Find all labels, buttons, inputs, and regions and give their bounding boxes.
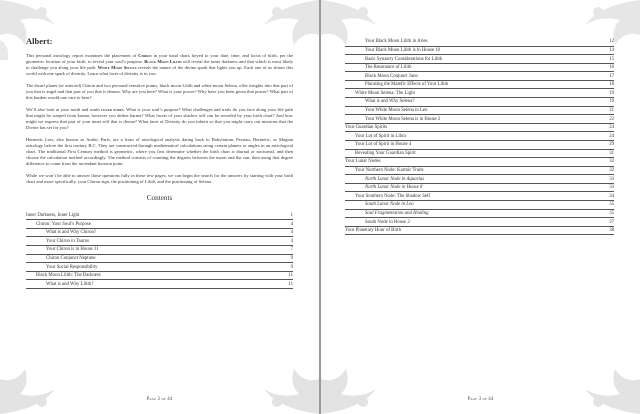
text-run: reveals the nature of the divine spark that lights you up. Each one of us shines this world with one spark of divinity. Learn what facet of divinity is in you. [26,65,293,77]
toc-entry-page: 11 [288,273,293,279]
toc-entry-page: 32 [609,168,614,174]
toc-entry[interactable] [345,107,614,116]
toc-entry[interactable] [345,72,614,81]
toc-entry-title: Your Black Moon Lilith in Aries [365,39,428,45]
keyword: Chiron [138,53,152,58]
text-run: will reveal the inner darkness and that which is most likely to challenge you along your life path. [26,59,293,71]
toc-entry-title: Placating the Malefic Effects of Your Lilith [365,82,449,88]
toc-entry[interactable] [345,81,614,90]
toc-entry-title: What is and Why Chiron? [46,230,97,236]
toc-entry-title: Your Chiron in Taurus [46,238,89,244]
toc-entry-title: Black Moon Conjunct Juno [365,73,418,79]
toc-entry[interactable] [345,192,614,201]
salutation-heading: Albert: [26,36,53,46]
toc-entry-page: 11 [288,281,293,287]
toc-entry-page: 1 [290,213,293,219]
toc-entry-title: Your Southern Node: The Shadow Self [355,193,430,199]
left-page-content [26,28,293,289]
intro-paragraph [26,53,293,77]
text-run: We’ll also look at your north and south [26,106,102,112]
toc-entry-page: 4 [290,221,293,227]
toc-entry[interactable] [345,132,614,141]
toc-entry-page: 33 [609,185,614,191]
corner-flourish-ornament-icon [249,344,319,414]
toc-entry-title: South Lunar Node in Leo [365,202,414,208]
toc-entry-page: 17 [609,73,614,79]
keyword: Black Moon Lilith [144,59,182,65]
toc-entry-page: 18 [609,82,614,88]
toc-entry-title: Your Northern Node: Karmic Traits [355,168,424,174]
toc-entry[interactable] [345,218,614,227]
toc-entry-title: What is and Why Lilith? [46,281,94,287]
text-run: . What is your soul’s purpose? What challenges and trials do you face along your life path that might be warped from karma, however you define karma? What facets of your shadow self can be revealed by your birth chart? And how might we express that part of your inner self that is divine? What facet of Divinity do you inherit so that you might carry out missions that the Divine has set for you? [26,106,293,130]
toc-entry-title: Your White Moon Selena is in House 2 [365,116,441,122]
toc-entry[interactable] [345,64,614,73]
toc-entry-page: 38 [609,228,614,234]
toc-entry-title: The Resonance of Lilith [365,65,412,71]
toc-entry[interactable] [345,158,614,167]
corner-flourish-ornament-icon [321,344,391,414]
toc-entry-title: Chiron: Your Soul’s Purpose [36,221,91,227]
toc-entry[interactable] [345,89,614,98]
toc-entry[interactable] [26,246,293,255]
toc-entry[interactable] [26,272,293,281]
toc-entry[interactable] [345,55,614,64]
toc-entry-title: Inner Darkness, Inner Light [26,213,80,219]
toc-entry-title: Black Moon Lilith: The Darkness [36,273,101,279]
toc-entry-title: Basic Synastry Considerations for Lilith [365,56,443,62]
toc-entry[interactable] [26,263,293,272]
page-number-footer: Page 3 of 44 [467,397,494,402]
toc-entry[interactable] [26,212,293,221]
toc-entry[interactable] [26,255,293,264]
toc-entry-page: 9 [290,264,293,270]
toc-entry-title: North Lunar Node in House 8 [365,185,423,191]
toc-entry-page: 35 [609,210,614,216]
keyword: White Moon Selena [97,65,137,71]
toc-entry-title: Your White Moon Selena in Leo [365,108,428,114]
toc-entry-page: 14 [609,47,614,53]
paragraph [26,107,293,131]
toc-entry-page: 24 [609,125,614,131]
paragraph: The dwarf planet (or asteroid) Chiron and two personal sensitive points, black moon Lilith and white moon Selena, offer insights into that part of you that is angel and that part of you that is demon. Why are you here? What is your power? Why have you been given that power? What part of this burden would one care to bear? [26,82,293,101]
toc-entry-title: Your Guardian Spirits [345,125,388,131]
toc-entry[interactable] [345,175,614,184]
toc-entry[interactable] [345,167,614,176]
toc-entry-title: Your Lot of Spirit in Libra [355,133,406,139]
toc-entry-page: 21 [609,108,614,114]
paragraph: Hermetic Lots, also known as Arabic Parts, are a form of astrological analysis dating back to Babylonian, Persian, Hermetic, or Magian astrology before the first century B.C. They are constructed through mathematical calculations using certain planets or angles in an astrological chart. The traditional First Century method is geometric, where you first determine whether the birth chart is diurnal or nocturnal, and then choose the calculation method accordingly. The method consists of counting the degrees between the moon and the sun, then using that degree difference to count from the ascendant horizon point. [26,136,293,166]
toc-entry-page: 33 [609,176,614,182]
table-of-contents-continued [345,38,614,235]
corner-flourish-ornament-icon [570,344,640,414]
toc-entry-title: Your Lot of Spirit in House 4 [355,142,412,148]
right-page-content [345,38,614,235]
toc-entry[interactable] [345,184,614,193]
left-page [0,0,319,414]
right-page [321,0,640,414]
toc-entry-title: Your Social Responsibility [46,264,98,270]
toc-entry-title: White Moon Selena: The Light [355,90,415,96]
text-run: in your natal chart, keyed to your date, time, and locus of birth, per the geometric location of your birth, to reveal your soul’s purpose. [26,53,293,65]
toc-entry-page: 24 [609,133,614,139]
toc-entry-title: Your Chiron is in House 11 [46,247,99,253]
toc-entry-title: Your Black Moon Lilith is in House 10 [365,47,441,53]
toc-entry-page: 32 [609,159,614,165]
toc-entry-page: 22 [609,116,614,122]
toc-entry-title: Chiron Conjunct Neptune [46,255,96,261]
toc-entry-page: 12 [609,39,614,45]
toc-entry[interactable] [345,227,614,236]
table-of-contents [26,212,293,289]
toc-entry-title: Revealing Your Guardian Spirit [355,150,416,156]
toc-entry-page: 29 [609,142,614,148]
toc-entry[interactable] [26,237,293,246]
toc-entry-title: North Lunar Node in Aquarius [365,176,425,182]
toc-entry-page: 31 [609,150,614,156]
toc-entry[interactable] [26,220,293,229]
toc-entry-page: 34 [609,193,614,199]
toc-entry[interactable] [345,47,614,56]
toc-entry-page: 4 [290,230,293,236]
toc-entry[interactable] [345,38,614,47]
paragraph: While we won’t be able to answer those questions fully in these few pages, we can begin the search for the answers by starting with your birth chart and more specifically, your Chiron sign, the positioning of Lilith, and the positioning of Selena. [26,172,293,184]
toc-entry[interactable] [345,115,614,124]
toc-entry[interactable] [345,124,614,133]
toc-entry[interactable] [345,201,614,210]
toc-entry-page: 7 [290,247,293,253]
toc-entry[interactable] [26,280,293,289]
toc-entry-page: 16 [609,65,614,71]
toc-entry-title: What is and Why Selena? [365,99,415,105]
text-run: This personal astrology report examines the placement of [26,53,139,58]
toc-entry-page: 37 [609,219,614,225]
toc-entry[interactable] [345,150,614,159]
toc-entry-page: 35 [609,202,614,208]
toc-entry-page: 4 [290,238,293,244]
toc-entry-title: South Node in House 2 [365,219,410,225]
toc-entry-page: 19 [609,99,614,105]
page-number-footer: Page 2 of 44 [146,397,173,402]
toc-entry-page: 9 [290,255,293,261]
corner-flourish-ornament-icon [0,344,70,414]
toc-entry-title: Soul Fragmentation and Healing [365,210,429,216]
toc-entry-page: 19 [609,90,614,96]
toc-entry[interactable] [345,98,614,107]
toc-entry[interactable] [26,229,293,238]
toc-entry-title: Your Planetary Hour of Birth [345,228,402,234]
toc-entry-page: 15 [609,56,614,62]
toc-entry-title: Your Lunar Nodes [345,159,381,165]
toc-entry[interactable] [345,141,614,150]
keyword: lunar nodes [101,106,124,112]
toc-entry[interactable] [345,210,614,219]
contents-title: Contents [146,193,173,202]
